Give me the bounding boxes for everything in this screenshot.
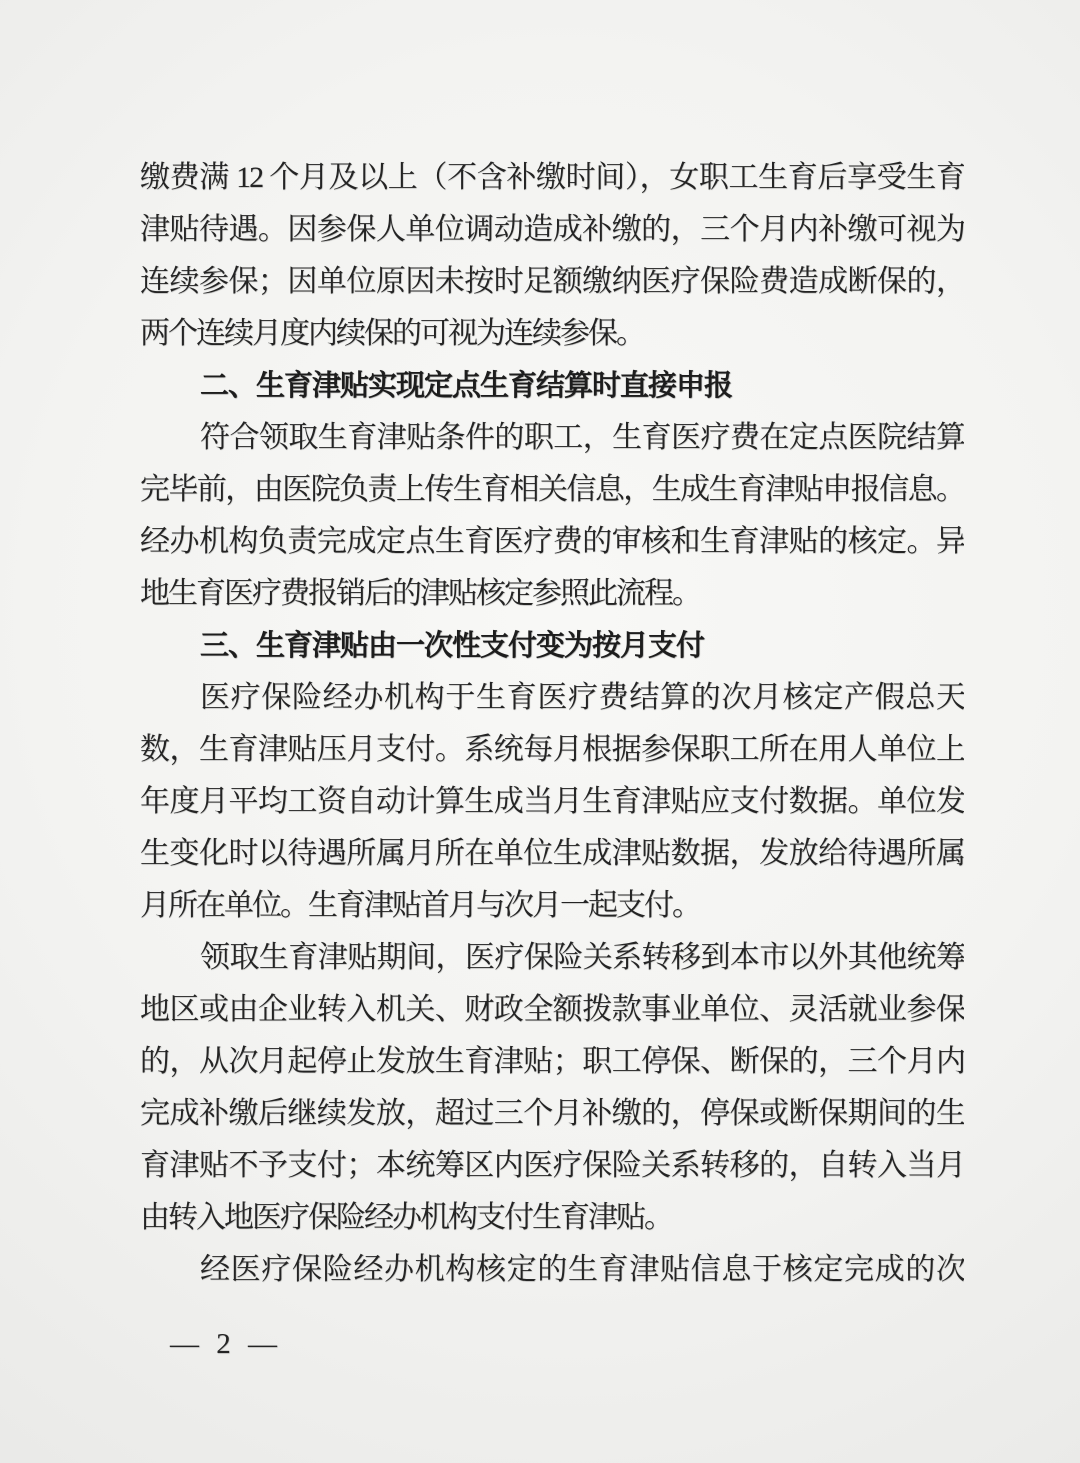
text-line: 生变化时以待遇所属月所在单位生成津贴数据，发放给待遇所属 — [140, 837, 964, 870]
text-line: 连续参保；因单位原因未按时足额缴纳医疗保险费造成断保的， — [140, 265, 964, 298]
text-line: 地区或由企业转入机关、财政全额拨款事业单位、灵活就业参保 — [140, 993, 964, 1026]
text-line: 月所在单位。生育津贴首月与次月一起支付。 — [140, 889, 700, 922]
text-line: 两个连续月度内续保的可视为连续参保。 — [140, 317, 644, 350]
text-line: 符合领取生育津贴条件的职工，生育医疗费在定点医院结算 — [200, 421, 964, 454]
section-heading-3: 三、生育津贴由一次性支付变为按月支付 — [200, 630, 705, 662]
text-line: 医疗保险经办机构于生育医疗费结算的次月核定产假总天 — [200, 681, 964, 714]
text-line: 完成补缴后继续发放，超过三个月补缴的，停保或断保期间的生 — [140, 1097, 964, 1130]
text-line: 经医疗保险经办机构核定的生育津贴信息于核定完成的次 — [200, 1253, 964, 1286]
text-line: 津贴待遇。因参保人单位调动造成补缴的，三个月内补缴可视为 — [140, 213, 964, 246]
text-line: 缴费满 12 个月及以上（不含补缴时间），女职工生育后享受生育 — [140, 161, 964, 194]
paragraph-section2 — [140, 412, 964, 620]
text-line: 领取生育津贴期间，医疗保险关系转移到本市以外其他统筹 — [200, 941, 964, 974]
text-line: 年度月平均工资自动计算生成当月生育津贴应支付数据。单位发 — [140, 785, 964, 818]
paragraph-section3-a — [140, 672, 964, 932]
paragraph-continuation — [140, 152, 964, 360]
section-heading-2: 二、生育津贴实现定点生育结算时直接申报 — [200, 370, 733, 402]
text-line: 完毕前，由医院负责上传生育相关信息，生成生育津贴申报信息。 — [140, 473, 964, 506]
text-line: 经办机构负责完成定点生育医疗费的审核和生育津贴的核定。异 — [140, 525, 964, 558]
body-text — [140, 152, 964, 1296]
text-line: 地生育医疗费报销后的津贴核定参照此流程。 — [140, 577, 700, 610]
text-line: 由转入地医疗保险经办机构支付生育津贴。 — [140, 1201, 672, 1234]
paragraph-section3-b — [140, 932, 964, 1244]
paragraph-section3-c — [140, 1244, 964, 1296]
text-line: 育津贴不予支付；本统筹区内医疗保险关系转移的，自转入当月 — [140, 1149, 964, 1182]
text-line: 数，生育津贴压月支付。系统每月根据参保职工所在用人单位上 — [140, 733, 964, 766]
page-number: — 2 — — [170, 1328, 282, 1360]
text-line: 的，从次月起停止发放生育津贴；职工停保、断保的，三个月内 — [140, 1045, 964, 1078]
